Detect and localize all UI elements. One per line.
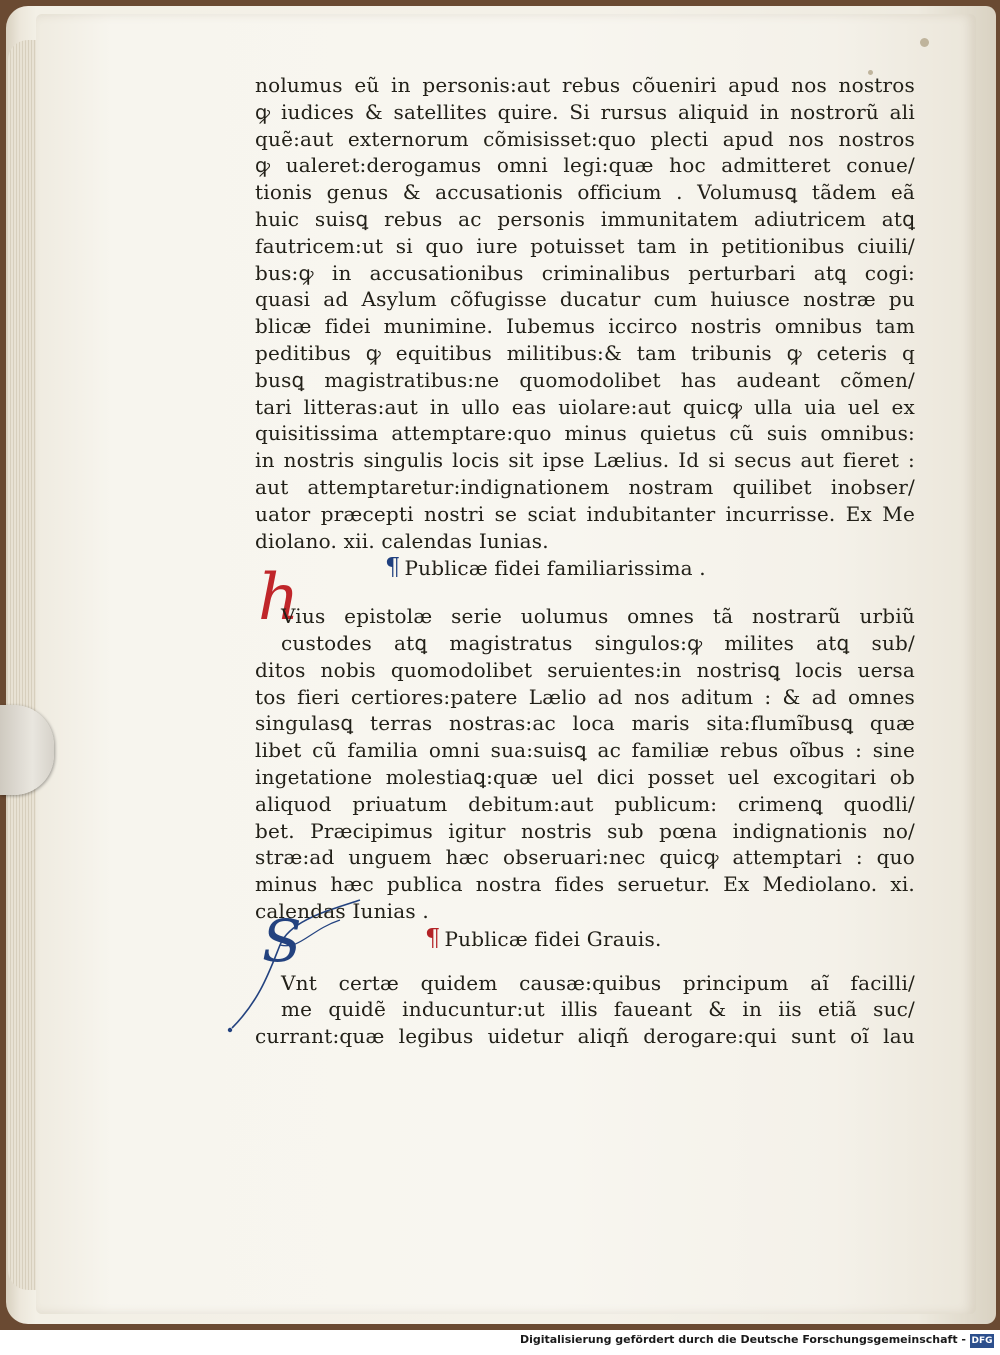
rubric-text: Publicæ fidei Grauis. [444, 926, 662, 951]
text-line: ditos nobis quomodolibet seruientes:in nostrisꝗ locis uersa [255, 657, 915, 682]
text-line: nolumus eũ in personis:aut rebus cõueniri apud nos nostros [255, 73, 915, 97]
text-line: tari litteras:aut in ullo eas uiolare:aut quicꝙ ulla uia uel ex [255, 394, 915, 419]
text-line: uator præcepti nostri se sciat indubitanter incurrisse. Ex Me [255, 501, 915, 526]
page-stack-edges [8, 40, 36, 1290]
text-line: blicæ fidei munimine. Iubemus iccirco nostris omnibus tam [255, 314, 915, 339]
text-line: libet cũ familia omni sua:suisꝗ ac familiæ rebus oĩbus : sine [255, 738, 915, 763]
text-line: minus hæc publica nostra fides seruetur. Ex Mediolano. xi. [255, 872, 915, 897]
text-line: custodes atꝗ magistratus singulos:ꝙ milites atꝗ sub/ [281, 630, 915, 655]
decorated-initial-h: h [258, 561, 300, 635]
paper-spot [920, 38, 929, 47]
text-line: currant:quæ legibus uidetur aliqñ derogare:qui sunt oĩ lau [255, 1024, 915, 1049]
text-line: diolano. xii. calendas Iunias. [255, 528, 549, 553]
rubric-heading [385, 554, 915, 581]
main-text-block [255, 72, 915, 1050]
text-line: tionis genus & accusationis officium . Volumusꝗ tãdem eã [255, 180, 915, 205]
text-line: bet. Præcipimus igitur nostris sub pœna indignationis no/ [255, 818, 915, 843]
text-line: singulasꝗ terras nostras:ac loca maris sita:flumĩbusꝗ quæ [255, 711, 915, 736]
paragraph-mark-icon: ¶ [385, 554, 401, 582]
text-line: in nostris singulis locis sit ipse Lælius. Id si secus aut fieret : [255, 448, 915, 473]
text-line: Vnt certæ quidem causæ:quibus principum aĩ facilli/ [281, 970, 915, 995]
text-line: quisitissima attemptare:quo minus quietus cũ suis omnibus: [255, 421, 915, 446]
text-line: quasi ad Asylum cõfugisse ducatur cum huiusce nostræ pu [255, 287, 915, 312]
text-line: Vius epistolæ serie uolumus omnes tã nostrarũ urbiũ [281, 604, 915, 629]
text-line: busꝗ magistratibus:ne quomodolibet has audeant cõmen/ [255, 367, 915, 392]
paragraph-mark-icon: ¶ [425, 924, 441, 952]
digitization-footer [0, 1330, 1000, 1355]
text-line: huic suisꝗ rebus ac personis immunitatem adiutricem atꝗ [255, 206, 915, 231]
text-line: ingetatione molestiaꝗ:quæ uel dici posset uel excogitari ob [255, 764, 915, 789]
text-line: ꝙ ualeret:derogamus omni legi:quæ hoc admitteret conue/ [255, 153, 915, 178]
text-line: me quidẽ inducuntur:ut illis faueant & in iis etiã suc/ [281, 997, 915, 1022]
text-line: quẽ:aut externorum cõmisisset:quo plecti apud nos nostros [255, 126, 915, 151]
dfg-logo: DFG [971, 1336, 993, 1346]
text-line: fautricem:ut si quo iure potuisset tam in petitionibus ciuili/ [255, 233, 915, 258]
text-line: peditibus ꝙ equitibus militibus:& tam tribunis ꝙ ceteris q [255, 340, 915, 365]
text-line: tos fieri certiores:patere Lælio ad nos aditum : & ad omnes [255, 684, 915, 709]
text-line: aliquod priuatum debitum:aut publicum: crimenꝗ quodli/ [255, 791, 915, 816]
rubric-heading [425, 925, 915, 952]
text-line: calendas Iunias . [255, 898, 429, 923]
text-line: aut attemptaretur:indignationem nostram quilibet inobser/ [255, 474, 915, 499]
text-line: ꝙ iudices & satellites quire. Si rursus aliquid in nostrorũ ali [255, 99, 915, 124]
rubric-text: Publicæ fidei familiarissima . [404, 556, 706, 581]
text-line: stræ:ad unguem hæc obseruari:nec quicꝙ attemptari : quo [255, 845, 915, 870]
funding-credit: Digitalisierung gefördert durch die Deutsche Forschungsgemeinschaft - [519, 1333, 966, 1346]
text-line: bus:ꝙ in accusationibus criminalibus perturbari atꝗ cogi: [255, 260, 915, 285]
decorated-initial-s: S [262, 907, 302, 975]
